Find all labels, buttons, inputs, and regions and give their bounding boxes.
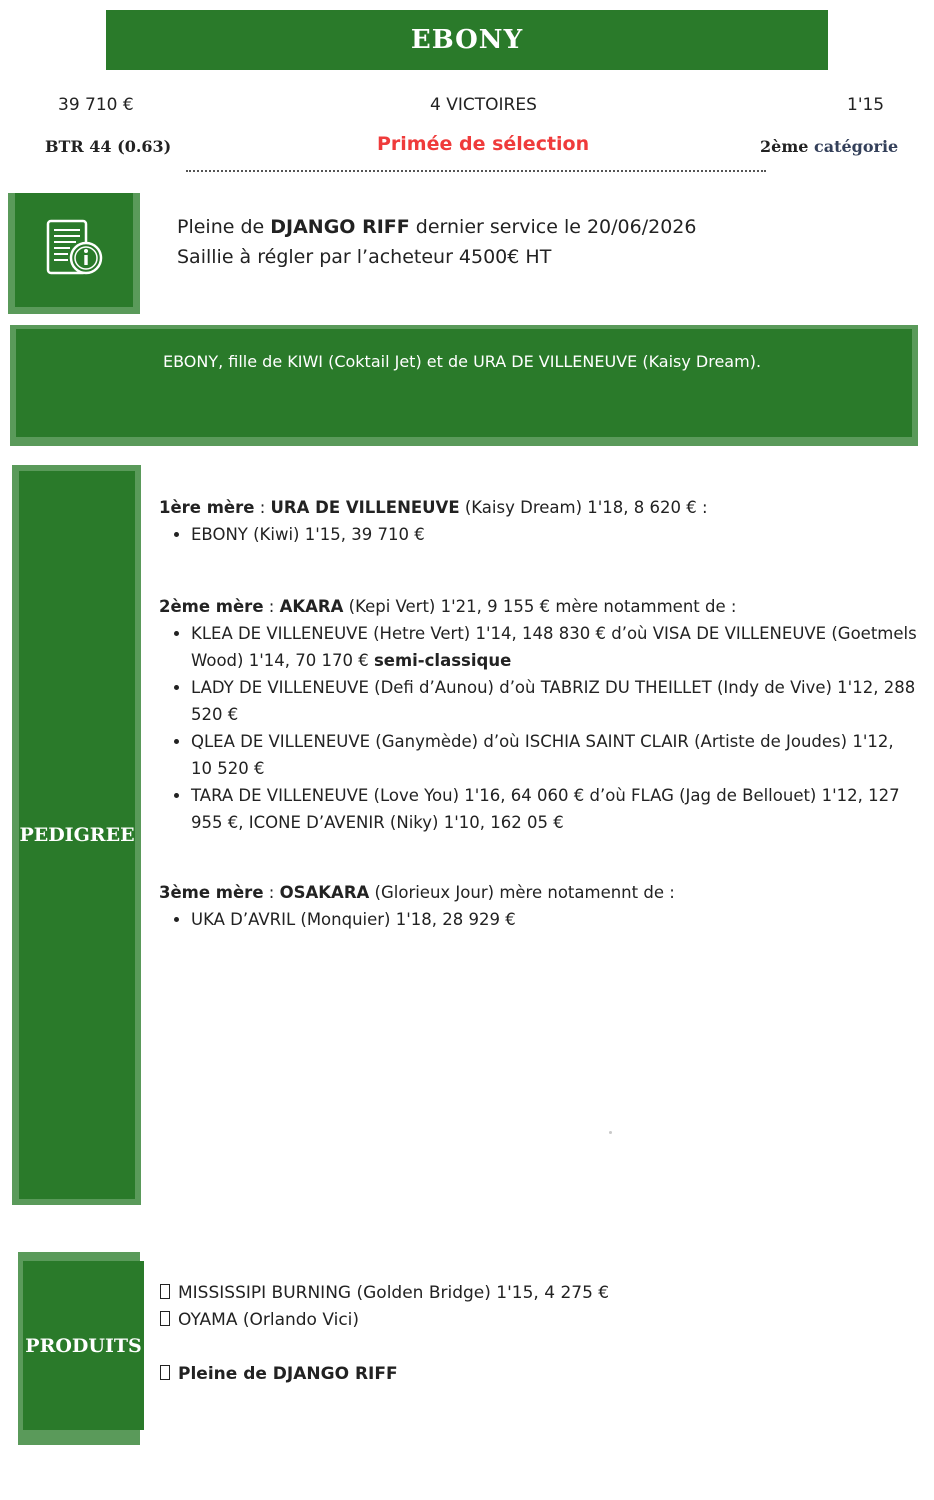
checkbox-icon (160, 1284, 170, 1299)
first-dam-section (159, 494, 919, 548)
first-dam-heading: 1ère mère : URA DE VILLENEUVE (Kaisy Dream) 1'18, 8 620 € : (159, 498, 708, 517)
service-line: Pleine de DJANGO RIFF dernier service le 20/06/2026 (177, 216, 697, 238)
produits-label: PRODUITS (23, 1261, 144, 1430)
saillie-line: Saillie à régler par l’acheteur 4500€ HT (177, 246, 552, 268)
dotted-divider (186, 170, 766, 172)
list-item: • EBONY (Kiwi) 1'15, 39 710 € (191, 521, 919, 548)
third-dam-heading: 3ème mère : OSAKARA (Glorieux Jour) mère notamennt de : (159, 883, 675, 902)
info-box (15, 193, 133, 307)
categorie-label (760, 137, 898, 156)
second-dam-name: AKARA (279, 597, 344, 616)
first-dam-name: URA DE VILLENEUVE (270, 498, 460, 517)
gains-value: 39 710 € (58, 95, 134, 115)
banner-box (16, 329, 912, 437)
third-dam-name: OSAKARA (279, 883, 370, 902)
semi-classique-tag: semi-classique (373, 651, 512, 670)
list-item: OYAMA (Orlando Vici) (160, 1307, 860, 1334)
stray-dot (609, 1131, 612, 1134)
checkbox-icon (160, 1311, 170, 1326)
second-dam-heading: 2ème mère : AKARA (Kepi Vert) 1'21, 9 155 € mère notamment de : (159, 597, 737, 616)
third-dam-section (159, 879, 919, 933)
categorie-word: catégorie (814, 137, 899, 156)
record-value: 1'15 (847, 95, 885, 115)
first-dam-list (159, 521, 919, 548)
document-info-icon (42, 216, 106, 284)
list-item: MISSISSIPI BURNING (Golden Bridge) 1'15, 4 275 € (160, 1280, 860, 1307)
categorie-prefix: 2ème (760, 137, 814, 156)
second-dam-list (159, 620, 919, 836)
banner-text: EBONY, fille de KIWI (Coktail Jet) et de URA DE VILLENEUVE (Kaisy Dream). (162, 352, 762, 371)
list-item: Pleine de DJANGO RIFF (160, 1361, 860, 1388)
btr-value: BTR 44 (0.63) (45, 137, 172, 156)
stallion-name: DJANGO RIFF (270, 216, 410, 238)
list-item: • KLEA DE VILLENEUVE (Hetre Vert) 1'14, 148 830 € d’où VISA DE VILLENEUVE (Goetmels Wood) 1'14, 70 170 € semi-classique (191, 620, 919, 674)
list-item: • LADY DE VILLENEUVE (Defi d’Aunou) d’où TABRIZ DU THEILLET (Indy de Vive) 1'12, 288 520 € (191, 674, 919, 728)
produits-list (160, 1280, 860, 1388)
pedigree-label: PEDIGREE (19, 471, 135, 1199)
list-item: • UKA D’AVRIL (Monquier) 1'18, 28 929 € (191, 906, 919, 933)
list-item: • QLEA DE VILLENEUVE (Ganymède) d’où ISCHIA SAINT CLAIR (Artiste de Joudes) 1'12, 10 520 € (191, 728, 919, 782)
primee-label: Primée de sélection (377, 133, 590, 155)
service-info (177, 212, 696, 272)
second-dam-section (159, 593, 919, 836)
list-item: • TARA DE VILLENEUVE (Love You) 1'16, 64 060 € d’où FLAG (Jag de Bellouet) 1'12, 127 955 €, ICONE D’AVENIR (Niky) 1'10, 162 05 € (191, 782, 919, 836)
victoires-value: 4 VICTOIRES (430, 95, 537, 115)
third-dam-list (159, 906, 919, 933)
page-title: EBONY (106, 10, 828, 70)
checkbox-icon (160, 1365, 170, 1380)
